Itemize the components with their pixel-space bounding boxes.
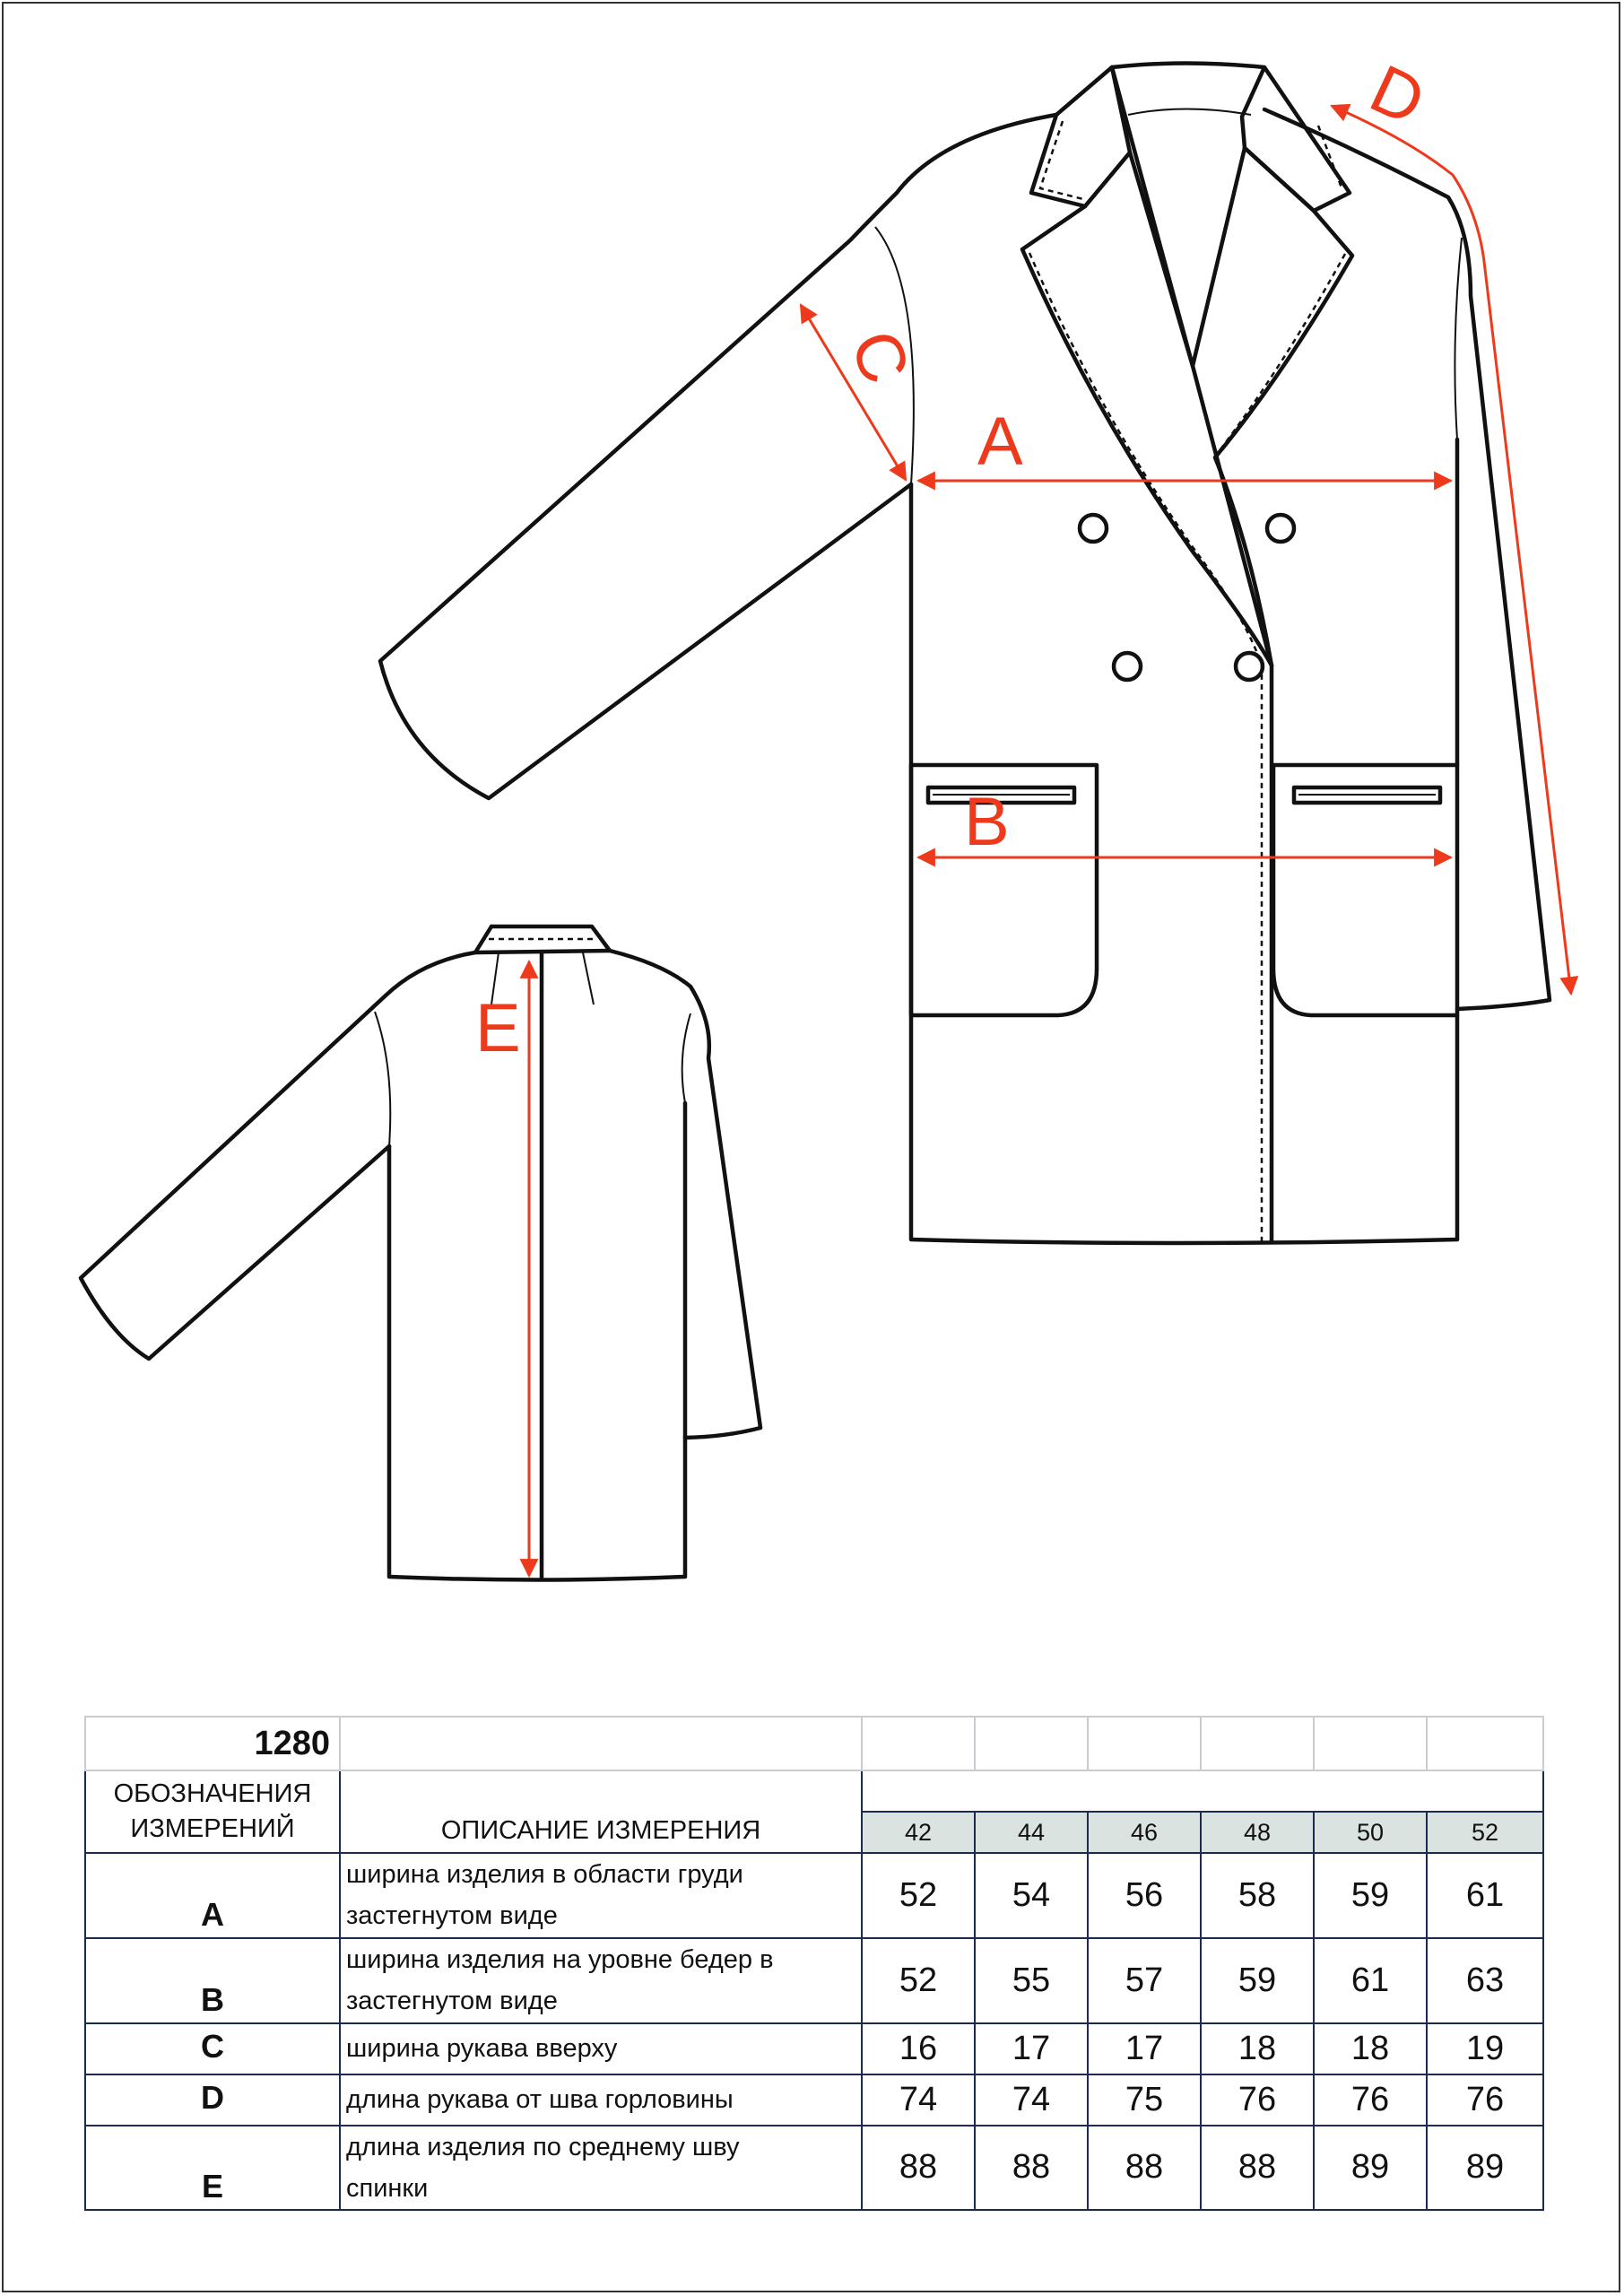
table-row <box>85 2074 1543 2126</box>
measurement-description: ширина изделия в области груди застегнутом виде <box>340 1853 862 1938</box>
measurement-value: 18 <box>1314 2023 1427 2074</box>
measurement-value: 59 <box>1314 1853 1427 1938</box>
model-number: 1280 <box>85 1717 340 1770</box>
table-row <box>85 2126 1543 2211</box>
measurement-code: C <box>85 2023 340 2074</box>
measurement-value: 75 <box>1088 2074 1201 2126</box>
measurement-code: A <box>85 1853 340 1938</box>
measurement-code: D <box>85 2074 340 2126</box>
measurement-description: длина изделия по среднему шву спинки <box>340 2126 862 2211</box>
measurement-value: 55 <box>975 1938 1088 2023</box>
measurement-value: 76 <box>1427 2074 1543 2126</box>
measurement-value: 17 <box>975 2023 1088 2074</box>
size-header: 44 <box>975 1812 1088 1853</box>
size-header: 46 <box>1088 1812 1201 1853</box>
measurement-value: 63 <box>1427 1938 1543 2023</box>
measurement-value: 88 <box>1201 2126 1314 2211</box>
back-view <box>81 926 760 1580</box>
measurement-value: 89 <box>1427 2126 1543 2211</box>
measurement-description: длина рукава от шва горловины <box>340 2074 862 2126</box>
measurement-value: 54 <box>975 1853 1088 1938</box>
measurement-value: 56 <box>1088 1853 1201 1938</box>
measurement-value: 61 <box>1427 1853 1543 1938</box>
header-description: ОПИСАНИЕ ИЗМЕРЕНИЯ <box>340 1770 862 1853</box>
size-header: 50 <box>1314 1812 1427 1853</box>
label-a: A <box>977 404 1023 480</box>
measurement-value: 16 <box>862 2023 975 2074</box>
header-codes: ОБОЗНАЧЕНИЯ ИЗМЕРЕНИЙ <box>85 1770 340 1853</box>
measurement-value: 52 <box>862 1938 975 2023</box>
header-row <box>85 1770 1543 1812</box>
measurement-value: 19 <box>1427 2023 1543 2074</box>
label-c: C <box>835 320 925 394</box>
measurement-description: ширина рукава вверху <box>340 2023 862 2074</box>
measurement-value: 76 <box>1201 2074 1314 2126</box>
measurement-value: 52 <box>862 1853 975 1938</box>
size-header: 42 <box>862 1812 975 1853</box>
measurement-value: 18 <box>1201 2023 1314 2074</box>
front-view <box>380 64 1550 1244</box>
measurement-value: 17 <box>1088 2023 1201 2074</box>
measurement-value: 88 <box>1088 2126 1201 2211</box>
measurement-value: 88 <box>862 2126 975 2211</box>
measurement-value: 89 <box>1314 2126 1427 2211</box>
measurement-value: 74 <box>862 2074 975 2126</box>
measurement-value: 61 <box>1314 1938 1427 2023</box>
measurement-value: 58 <box>1201 1853 1314 1938</box>
measurement-code: E <box>85 2126 340 2211</box>
label-e: E <box>475 990 521 1066</box>
measurement-value: 88 <box>975 2126 1088 2211</box>
label-b: B <box>964 784 1010 860</box>
measurement-value: 57 <box>1088 1938 1201 2023</box>
size-header: 52 <box>1427 1812 1543 1853</box>
measurement-value: 76 <box>1314 2074 1427 2126</box>
measurement-code: B <box>85 1938 340 2023</box>
label-d: D <box>1359 50 1437 141</box>
measurement-description: ширина изделия на уровне бедер в застегнутом виде <box>340 1938 862 2023</box>
model-row <box>85 1717 1543 1770</box>
table-row <box>85 1938 1543 2023</box>
table-row <box>85 1853 1543 1938</box>
size-header: 48 <box>1201 1812 1314 1853</box>
table-row <box>85 2023 1543 2074</box>
measurement-value: 74 <box>975 2074 1088 2126</box>
size-table <box>84 1716 1544 2211</box>
measurement-value: 59 <box>1201 1938 1314 2023</box>
measurement-arrows <box>475 50 1571 1576</box>
